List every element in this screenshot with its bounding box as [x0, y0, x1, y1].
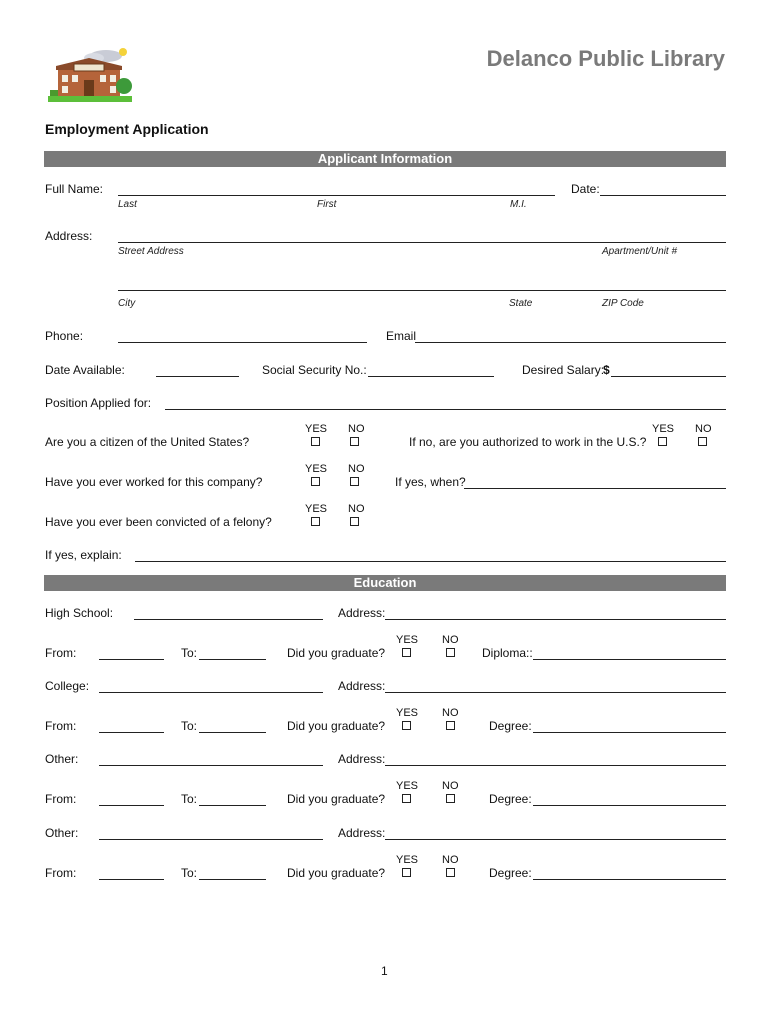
other-2-no-label: NO: [442, 854, 459, 866]
date-available-label: Date Available:: [45, 363, 125, 377]
other-1-degree-field[interactable]: [533, 805, 726, 806]
applicant-section-header: Applicant Information: [44, 151, 726, 167]
worked-question: Have you ever worked for this company?: [45, 475, 263, 489]
middle-initial-hint: M.I.: [510, 199, 527, 210]
ssn-field[interactable]: [368, 376, 494, 377]
college-graduate-question: Did you graduate?: [287, 719, 386, 733]
authorized-question: If no, are you authorized to work in the U.S.?: [409, 435, 647, 449]
other-2-to-field[interactable]: [199, 879, 266, 880]
zip-hint: ZIP Code: [602, 298, 644, 309]
address-label: Address:: [45, 229, 93, 243]
other-2-field[interactable]: [99, 839, 323, 840]
education-section-header: Education: [44, 575, 726, 591]
other-1-no-label: NO: [442, 780, 459, 792]
felony-question: Have you ever been convicted of a felony?: [45, 515, 272, 529]
street-address-hint: Street Address: [118, 246, 184, 257]
email-label: Email: [386, 329, 417, 343]
other-2-degree-label: Degree:: [489, 866, 532, 880]
other-2-from-label: From:: [45, 866, 77, 880]
street-address-field[interactable]: [118, 242, 726, 243]
other-1-degree-label: Degree:: [489, 792, 532, 806]
state-hint: State: [509, 298, 533, 309]
ssn-label: Social Security No.:: [262, 363, 367, 377]
citizen-no-checkbox[interactable]: [350, 437, 359, 446]
authorized-no-label: NO: [695, 423, 712, 435]
high-school-address-label: Address:: [338, 606, 386, 620]
worked-no-label: NO: [348, 463, 365, 475]
email-field[interactable]: [415, 342, 726, 343]
date-available-field[interactable]: [156, 376, 239, 377]
city-hint: City: [118, 298, 136, 309]
full-name-label: Full Name:: [45, 182, 104, 196]
other-1-from-label: From:: [45, 792, 77, 806]
high-school-no-label: NO: [442, 634, 459, 646]
college-to-field[interactable]: [199, 732, 266, 733]
other-2-label: Other:: [45, 826, 79, 840]
other-2-address-label: Address:: [338, 826, 386, 840]
desired-salary-label: Desired Salary:: [522, 363, 605, 377]
high-school-to-label: To:: [181, 646, 198, 660]
diploma-label: Diploma::: [482, 646, 533, 660]
citizen-question: Are you a citizen of the United States?: [45, 435, 250, 449]
form-title: Employment Application: [45, 121, 209, 137]
other-2-yes-label: YES: [396, 854, 419, 866]
page-number: 1: [381, 964, 388, 978]
high-school-address-field[interactable]: [385, 619, 726, 620]
worked-yes-label: YES: [305, 463, 328, 475]
explain-field[interactable]: [135, 561, 726, 562]
dollar-sign: $: [603, 363, 610, 377]
worked-when-label: If yes, when?: [395, 475, 466, 489]
felony-no-checkbox[interactable]: [350, 517, 359, 526]
college-degree-field[interactable]: [533, 732, 726, 733]
high-school-label: High School:: [45, 606, 114, 620]
authorized-no-checkbox[interactable]: [698, 437, 707, 446]
position-label: Position Applied for:: [45, 396, 152, 410]
felony-no-label: NO: [348, 503, 365, 515]
college-label: College:: [45, 679, 90, 693]
diploma-field[interactable]: [533, 659, 726, 660]
college-field[interactable]: [99, 692, 323, 693]
library-logo: [44, 44, 134, 106]
high-school-to-field[interactable]: [199, 659, 266, 660]
high-school-from-label: From:: [45, 646, 77, 660]
felony-yes-label: YES: [305, 503, 328, 515]
college-yes-checkbox[interactable]: [402, 721, 411, 730]
explain-label: If yes, explain:: [45, 548, 122, 562]
other-2-graduate-question: Did you graduate?: [287, 866, 386, 880]
authorized-yes-checkbox[interactable]: [658, 437, 667, 446]
authorized-yes-label: YES: [652, 423, 675, 435]
other-1-to-label: To:: [181, 792, 198, 806]
college-no-label: NO: [442, 707, 459, 719]
high-school-from-field[interactable]: [99, 659, 164, 660]
citizen-yes-checkbox[interactable]: [311, 437, 320, 446]
felony-yes-checkbox[interactable]: [311, 517, 320, 526]
other-2-address-field[interactable]: [385, 839, 726, 840]
high-school-yes-checkbox[interactable]: [402, 648, 411, 657]
college-degree-label: Degree:: [489, 719, 532, 733]
college-to-label: To:: [181, 719, 198, 733]
other-1-to-field[interactable]: [199, 805, 266, 806]
other-1-field[interactable]: [99, 765, 323, 766]
apartment-hint: Apartment/Unit #: [602, 246, 678, 257]
other-1-yes-checkbox[interactable]: [402, 794, 411, 803]
college-no-checkbox[interactable]: [446, 721, 455, 730]
college-from-label: From:: [45, 719, 77, 733]
first-name-hint: First: [317, 199, 337, 210]
other-2-yes-checkbox[interactable]: [402, 868, 411, 877]
phone-field[interactable]: [118, 342, 367, 343]
high-school-yes-label: YES: [396, 634, 419, 646]
other-1-address-label: Address:: [338, 752, 386, 766]
position-field[interactable]: [165, 409, 726, 410]
date-label: Date:: [571, 182, 600, 196]
last-name-hint: Last: [118, 199, 137, 210]
college-address-field[interactable]: [385, 692, 726, 693]
other-2-no-checkbox[interactable]: [446, 868, 455, 877]
college-from-field[interactable]: [99, 732, 164, 733]
high-school-graduate-question: Did you graduate?: [287, 646, 386, 660]
college-address-label: Address:: [338, 679, 386, 693]
other-2-to-label: To:: [181, 866, 198, 880]
worked-no-checkbox[interactable]: [350, 477, 359, 486]
other-2-degree-field[interactable]: [533, 879, 726, 880]
citizen-no-label: NO: [348, 423, 365, 435]
high-school-no-checkbox[interactable]: [446, 648, 455, 657]
other-2-from-field[interactable]: [99, 879, 164, 880]
city-state-zip-field[interactable]: [118, 290, 726, 291]
high-school-field[interactable]: [134, 619, 323, 620]
citizen-yes-label: YES: [305, 423, 328, 435]
library-name: Delanco Public Library: [486, 46, 725, 71]
other-1-no-checkbox[interactable]: [446, 794, 455, 803]
other-1-address-field[interactable]: [385, 765, 726, 766]
other-1-yes-label: YES: [396, 780, 419, 792]
full-name-field[interactable]: [118, 195, 555, 196]
worked-when-field[interactable]: [464, 488, 726, 489]
other-1-graduate-question: Did you graduate?: [287, 792, 386, 806]
phone-label: Phone:: [45, 329, 84, 343]
college-yes-label: YES: [396, 707, 419, 719]
other-1-from-field[interactable]: [99, 805, 164, 806]
desired-salary-field[interactable]: [611, 376, 726, 377]
date-field[interactable]: [600, 195, 726, 196]
worked-yes-checkbox[interactable]: [311, 477, 320, 486]
other-1-label: Other:: [45, 752, 79, 766]
